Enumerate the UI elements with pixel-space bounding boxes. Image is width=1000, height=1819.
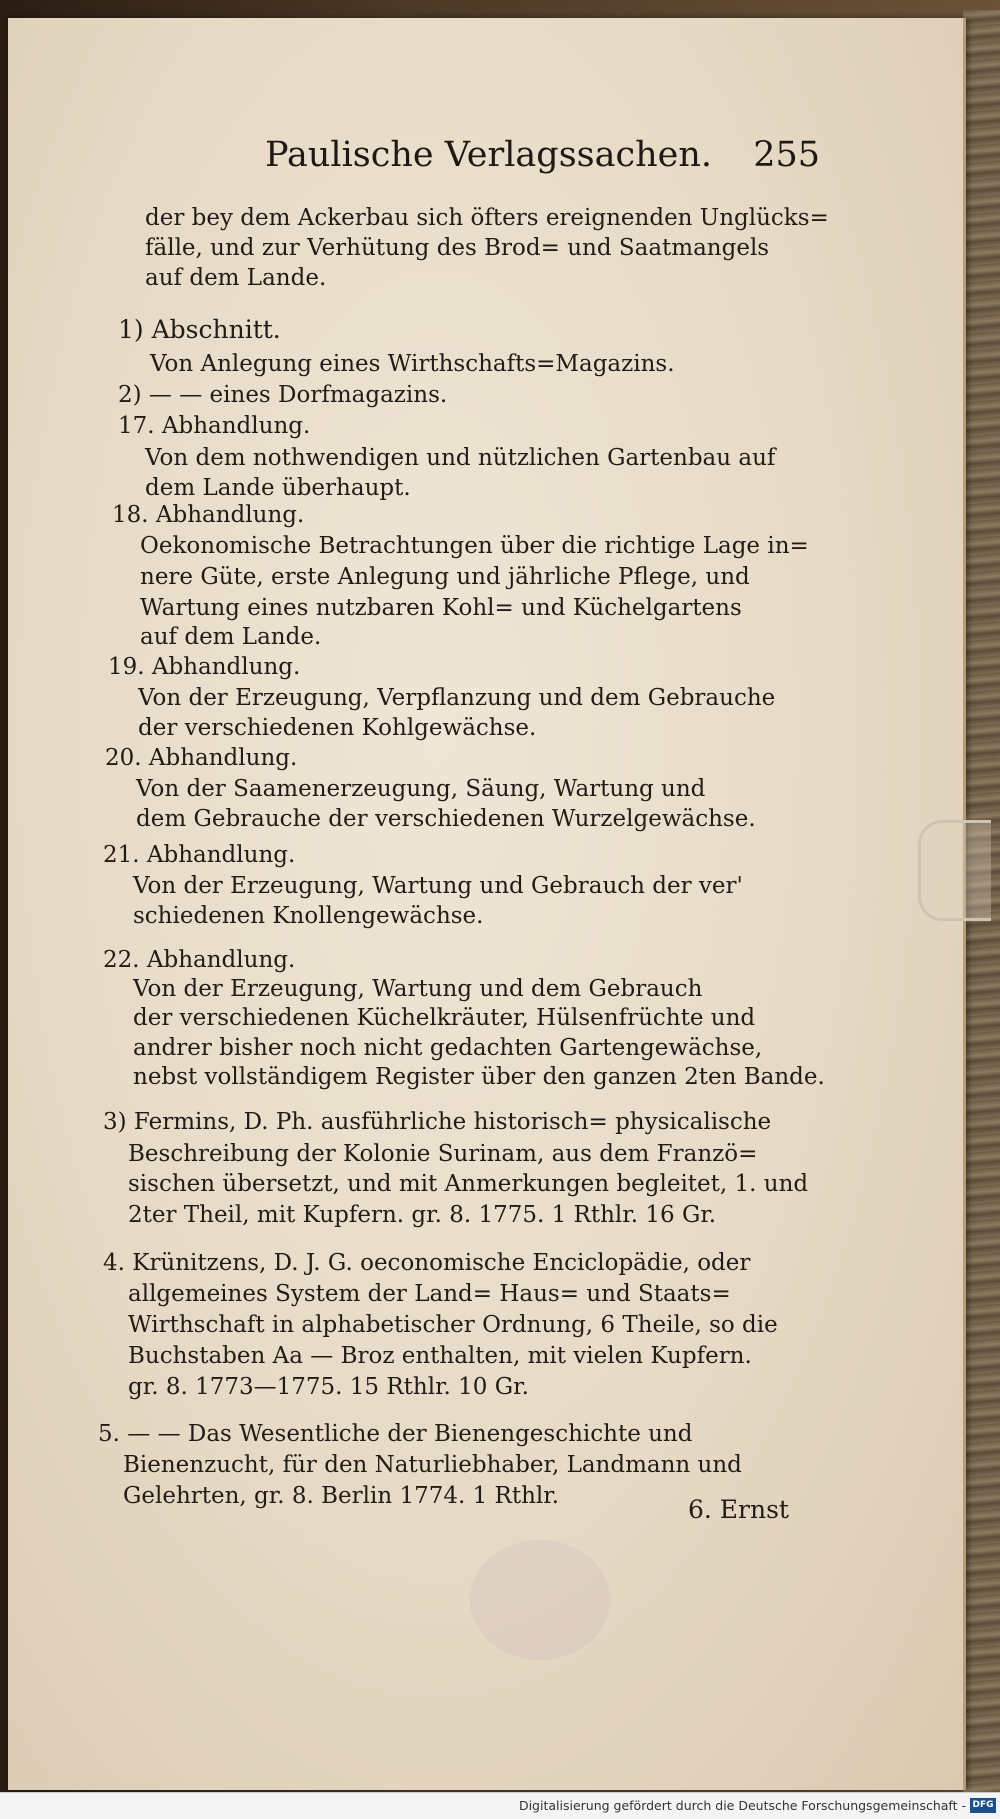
text-line: Von Anlegung eines Wirthschafts=Magazins. [150,351,675,377]
text-line: Oekonomische Betrachtungen über die richtige Lage in= [140,533,809,559]
text-line: Wartung eines nutzbaren Kohl= und Küchelgartens [140,595,742,621]
section-heading: 18. Abhandlung. [112,502,305,528]
text-line: dem Lande überhaupt. [145,475,411,501]
text-line: 2) — — eines Dorfmagazins. [118,382,448,408]
text-line: nere Güte, erste Anlegung und jährliche Pflege, und [140,564,750,590]
text-line: Von der Erzeugung, Wartung und dem Gebrauch [133,976,703,1002]
running-title: Paulische Verlagssachen. [265,135,713,175]
section-heading: 17. Abhandlung. [118,413,311,439]
section-heading: 19. Abhandlung. [108,654,301,680]
catalogue-entry: 4. Krünitzens, D. J. G. oeconomische Enciclopädie, oder [103,1250,751,1276]
funding-credit: Digitalisierung gefördert durch die Deutsche Forschungsgemeinschaft - [518,1798,966,1813]
text-line: Beschreibung der Kolonie Surinam, aus dem Franzö= [128,1141,758,1167]
text-line: andrer bisher noch nicht gedachten Gartengewächse, [133,1035,763,1061]
catchword: 6. Ernst [688,1495,789,1524]
page-number: 255 [753,135,820,175]
text-line: Von der Saamenerzeugung, Säung, Wartung und [136,776,706,802]
text-line: fälle, und zur Verhütung des Brod= und Saatmangels [145,235,770,261]
text-line: allgemeines System der Land= Haus= und Staats= [128,1281,731,1307]
text-line: gr. 8. 1773—1775. 15 Rthlr. 10 Gr. [128,1374,529,1400]
section-heading: 20. Abhandlung. [105,745,298,771]
text-line: sischen übersetzt, und mit Anmerkungen begleitet, 1. und [128,1171,809,1197]
text-line: nebst vollständigem Register über den ganzen 2ten Bande. [133,1064,825,1090]
text-line: Von der Erzeugung, Wartung und Gebrauch der ver' [133,873,743,899]
text-line: schiedenen Knollengewächse. [133,903,484,929]
catalogue-entry: 5. — — Das Wesentliche der Bienengeschichte und [98,1421,693,1447]
text-line: Von dem nothwendigen und nützlichen Gartenbau auf [145,445,776,471]
text-line: auf dem Lande. [145,265,327,291]
text-line: Bienenzucht, für den Naturliebhaber, Landmann und [123,1452,742,1478]
text-line: dem Gebrauche der verschiedenen Wurzelgewächse. [136,806,756,832]
text-line: auf dem Lande. [140,624,322,650]
dfg-logo: DFG [970,1798,996,1813]
section-heading: 22. Abhandlung. [103,947,296,973]
text-line: der verschiedenen Kohlgewächse. [138,715,537,741]
section-heading: 21. Abhandlung. [103,842,296,868]
text-line: Wirthschaft in alphabetischer Ordnung, 6 Theile, so die [128,1312,778,1338]
footer-bar [0,1792,1000,1819]
section-heading: 1) Abschnitt. [118,315,281,344]
text-line: Von der Erzeugung, Verpflanzung und dem Gebrauche [138,685,776,711]
text-line: Gelehrten, gr. 8. Berlin 1774. 1 Rthlr. [123,1483,560,1509]
text-line: der bey dem Ackerbau sich öfters ereignenden Unglücks= [145,205,829,231]
catalogue-entry: 3) Fermins, D. Ph. ausführliche historisch= physicalische [103,1109,772,1135]
text-line: Buchstaben Aa — Broz enthalten, mit vielen Kupfern. [128,1343,752,1369]
text-line: 2ter Theil, mit Kupfern. gr. 8. 1775. 1 Rthlr. 16 Gr. [128,1202,717,1228]
text-line: der verschiedenen Küchelkräuter, Hülsenfrüchte und [133,1005,756,1031]
